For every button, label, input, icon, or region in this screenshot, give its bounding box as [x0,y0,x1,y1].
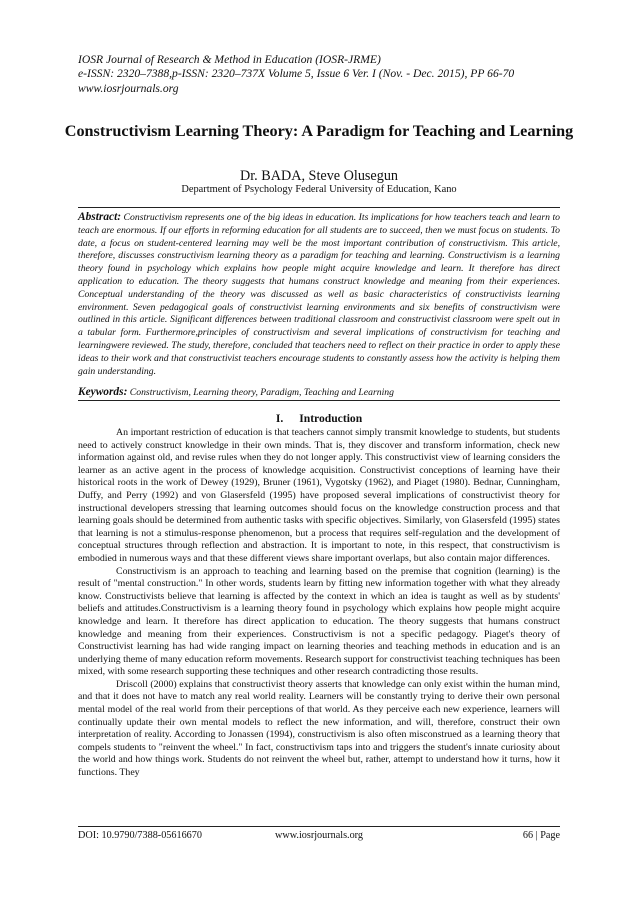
keywords-text: Constructivism, Learning theory, Paradigm, Teaching and Learning [129,387,394,398]
abstract-text: Constructivism represents one of the big ideas in education. Its implications for how teachers teach and learn to teach are enormous. If our efforts in reforming education for all students are to succeed, then we must focus on students. To date, a focus on student-centered learning may well be the most important contribution of constructivism. This article, therefore, discusses constructivism learning theory as a paradigm for teaching and learning. Constructivism is a learning theory found in psychology which explains how people might acquire knowledge and learn. It therefore has direct application to education. The theory suggests that humans construct knowledge and meaning from their experiences. Conceptual understanding of the theory was discussed as well as basic characteristics of constructivists learning environment. Seven pedagogical goals of constructivist learning environments and six benefits of constructivism were outlined in this article. Significant differences between traditional classroom and constructivist classroom were spelt out in a tabular form. Furthermore,principles of constructivism and several implications of constructivism for teaching and learningwere reviewed. The study, therefore, concluded that teachers need to reflect on their practice in order to apply these ideas to their work and that constructivist teachers encourage students to constantly assess how the activity is helping them gain understanding. [78,212,561,377]
journal-issn: e-ISSN: 2320–7388,p-ISSN: 2320–737X Volume 5, Issue 6 Ver. I (Nov. - Dec. 2015), PP 66-70 [78,67,515,81]
section-heading [78,412,560,426]
abstract-top-rule [78,207,560,208]
abstract-block [78,211,560,378]
abstract-label: Abstract: [78,211,122,223]
footer-doi: DOI: 10.9790/7388-05616670 [78,830,202,841]
section-title-text: Introduction [299,412,363,425]
journal-website: www.iosrjournals.org [78,81,179,95]
body-paragraph: An important restriction of education is that teachers cannot simply transmit knowledge to students, but students need to actively construct knowledge in their own minds. That is, they discover and transform information, check new information against old, and revise rules when they do not longer apply. This constructivist view of learning considers the learner as an active agent in the process of knowledge acquisition. Constructivist conceptions of learning have their historical roots in the work of Dewey (1929), Bruner (1961), Vygotsky (1962), and Piaget (1980). Bednar, Cunningham, Duffy, and Perry (1992) and von Glasersfeld (1995) have proposed several implications of constructivist theory for instructional developers stressing that learning outcomes should focus on the knowledge construction process and that learning goals should be determined from authentic tasks with specific objectives. Similarly, von Glasersfeld (1995) states that learning is not a stimulus-response phenomenon, but a process that requires self-regulation and the development of conceptual structures through reflection and abstraction. It is important to note, in this respect, that constructivism is embodied in numerous ways and that these different views share important overlaps, but also contain major differences. [78,427,560,564]
author-name: Dr. BADA, Steve Olusegun [239,168,399,184]
footer-rule [78,826,560,827]
body-text [78,427,560,780]
footer-website: www.iosrjournals.org [274,830,363,841]
body-paragraph: Constructivism is an approach to teaching and learning based on the premise that cognition (learning) is the result of "mental construction." In other words, students learn by fitting new information together with what they already know. Constructivists believe that learning is affected by the context in which an idea is taught as well as by students' beliefs and attitudes.Constructivism is a learning theory found in psychology which explains how people might acquire knowledge and learn. It therefore has direct application to education. The theory suggests that humans construct knowledge and meaning from their experiences. Constructivism is not a specific pedagogy. Piaget's theory of Constructivist learning has had wide ranging impact on learning theories and teaching methods in education and is an underlying theme of many education reform movements. Research support for constructivist teaching techniques has been mixed, with some research supporting these techniques and other research contradicting those results. [78,565,560,678]
footer-page-number: 66 | Page [522,830,560,841]
keywords-bottom-rule [78,400,560,401]
paper-title: Constructivism Learning Theory: A Paradigm for Teaching and Learning [64,122,574,140]
author-affiliation: Department of Psychology Federal University of Education, Kano [181,184,457,195]
journal-name: IOSR Journal of Research & Method in Education (IOSR-JRME) [78,53,381,66]
section-number: I. [275,412,284,425]
body-paragraph: Driscoll (2000) explains that constructivist theory asserts that knowledge can only exist within the human mind, and that it does not have to match any real world reality. Learners will be constantly trying to derive their own personal mental model of the real world from their perceptions of that world. As they perceive each new experience, learners will continually update their own mental models to reflect the new information, and will, therefore, construct their own interpretation of reality. According to Jonassen (1994), constructivism is also often misconstrued as a learning theory that compels students to "reinvent the wheel." In fact, constructivism taps into and triggers the student's innate curiosity about the world and how things work. Students do not reinvent the wheel but, rather, attempt to understand how it turns, how it functions. They [78,678,560,779]
page-footer [78,829,560,843]
journal-header [78,53,558,96]
keywords-block [78,386,560,399]
keywords-label: Keywords: [78,386,128,398]
